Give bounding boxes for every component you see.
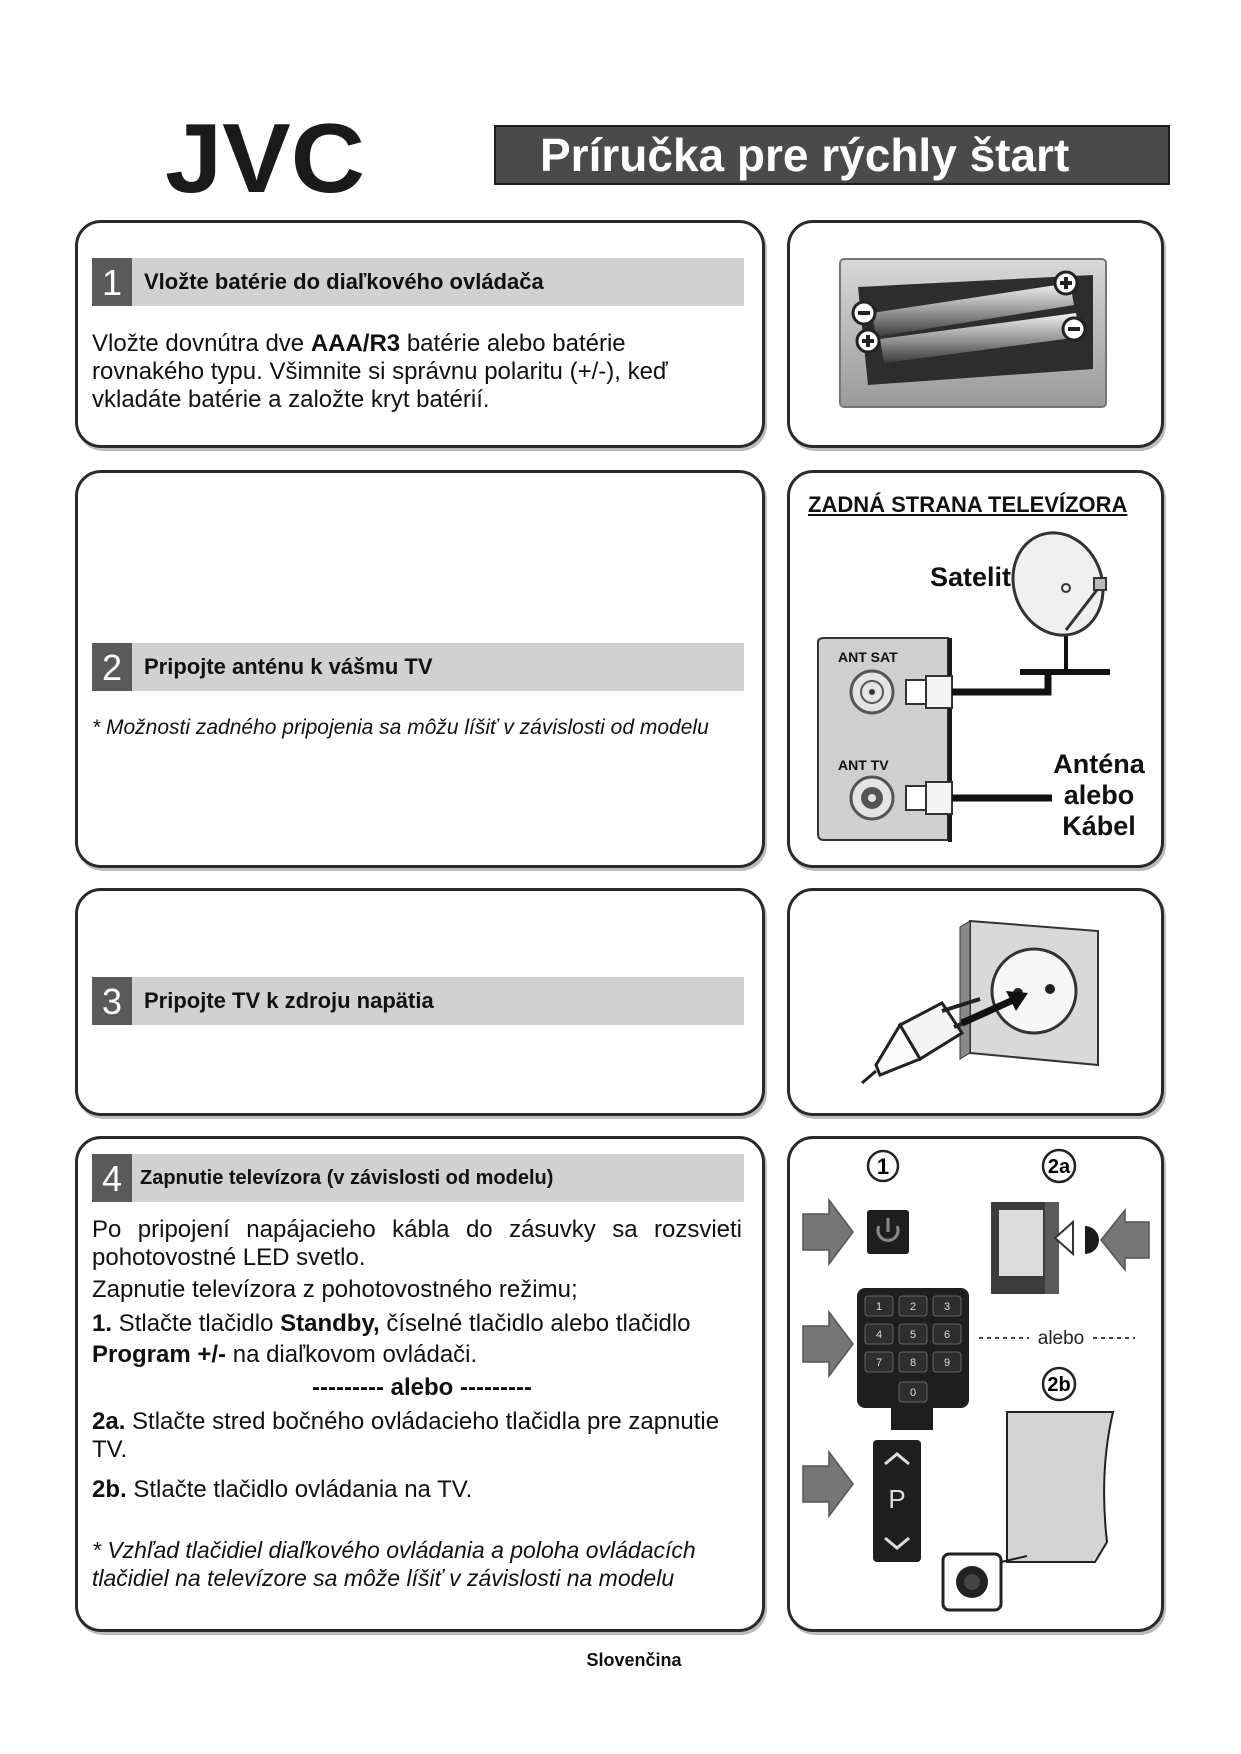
step4-header: [92, 1154, 744, 1202]
arrow-icon: [803, 1200, 853, 1264]
svg-text:6: 6: [943, 1329, 951, 1341]
arrow-icon: [1101, 1210, 1149, 1270]
step4-note: * Vzhľad tlačidiel diaľkového ovládania a poloha ovládacích tlačidiel na televízore sa môže líšiť v závislosti na modelu: [92, 1537, 696, 1591]
tv-corner-icon: [1007, 1412, 1113, 1562]
step3-number: 3: [92, 977, 132, 1025]
or-label: alebo: [1037, 1328, 1085, 1349]
battery-illustration: [838, 257, 1110, 412]
label-2a: 2a: [1047, 1156, 1071, 1178]
ant-sat-label: ANT SAT: [838, 649, 898, 665]
step1-header: [92, 258, 744, 306]
step2-number: 2: [92, 643, 132, 691]
step4-item1: 1. Stlačte tlačidlo Standby, číselné tlačidlo alebo tlačidlo Program +/- na diaľkovom ovládači.: [92, 1310, 691, 1368]
arrow-icon: [803, 1312, 853, 1376]
satellite-label: Satelit: [930, 562, 1012, 592]
antenna-label: Anténa alebo Kábel: [1053, 749, 1145, 841]
svg-text:7: 7: [875, 1357, 883, 1369]
language-footer: Slovenčina: [586, 1650, 682, 1670]
socket-icon: [992, 949, 1076, 1033]
svg-text:5: 5: [909, 1329, 917, 1341]
step2-title: Pripojte anténu k vášmu TV: [144, 654, 433, 679]
svg-text:9: 9: [943, 1357, 951, 1369]
step4-para1: Po pripojení napájacieho kábla do zásuvky sa rozsvieti pohotovostné LED svetlo.: [92, 1216, 742, 1271]
svg-text:1: 1: [875, 1301, 883, 1313]
step2-header: [92, 643, 744, 691]
power-plug-illustration: [860, 915, 1110, 1095]
svg-text:2: 2: [909, 1301, 917, 1313]
brand-text: JVC: [165, 112, 365, 200]
svg-text:3: 3: [943, 1301, 951, 1313]
jvc-logo: [165, 112, 370, 200]
svg-text:4: 4: [875, 1329, 883, 1341]
ant-tv-label: ANT TV: [838, 757, 889, 773]
step4-para2: Zapnutie televízora z pohotovostného režimu;: [92, 1276, 578, 1303]
step2-note: * Možnosti zadného pripojenia sa môžu líšiť v závislosti od modelu: [92, 716, 709, 739]
step4-number: 4: [92, 1154, 132, 1202]
step4-title: Zapnutie televízora (v závislosti od modelu): [140, 1167, 554, 1189]
step4-item2a: 2a. Stlačte stred bočného ovládacieho tlačidla pre zapnutie TV.: [92, 1408, 720, 1463]
step1-title: Vložte batérie do diaľkového ovládača: [144, 269, 544, 294]
step3-header: [92, 977, 744, 1025]
step3-title: Pripojte TV k zdroju napätia: [144, 988, 434, 1013]
label-2b: 2b: [1047, 1374, 1071, 1396]
step1-text: Vložte dovnútra dve AAA/R3 batérie alebo batérie rovnakého typu. Všimnite si správnu polaritu (+/-), keď vkladáte batérie a založte kryt batérií.: [92, 330, 668, 413]
svg-text:0: 0: [909, 1387, 917, 1399]
joystick-button-icon: [1085, 1226, 1099, 1254]
svg-text:P: P: [888, 1484, 906, 1514]
svg-text:8: 8: [909, 1357, 917, 1369]
label-1: 1: [876, 1154, 890, 1179]
power-on-illustration: [795, 1142, 1157, 1626]
step4-item2b: 2b. Stlačte tlačidlo ovládania na TV.: [92, 1476, 473, 1503]
arrow-icon: [803, 1452, 853, 1516]
rear-panel-title: ZADNÁ STRANA TELEVÍZORA: [808, 492, 1128, 517]
page-title: Príručka pre rýchly štart: [494, 125, 1170, 185]
step1-number: 1: [92, 258, 132, 306]
step4-separator: --------- alebo ---------: [312, 1374, 532, 1401]
